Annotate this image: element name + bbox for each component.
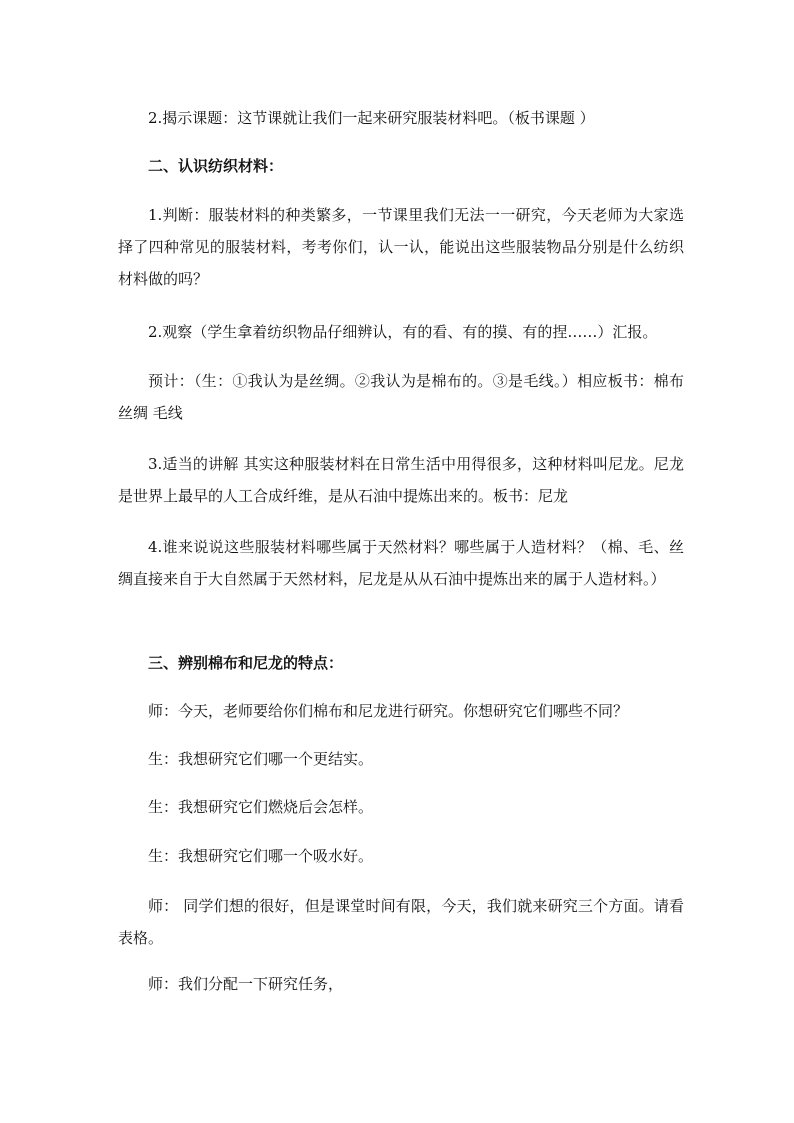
paragraph-teacher-assign: 师：我们分配一下研究任务， [148, 975, 344, 993]
paragraph-predict: 预计：（生：①我认为是丝绸。②我认为是棉布的。③是毛线。）相应板书：棉布 丝绸 毛线 [118, 372, 684, 422]
paragraph-judge: 1.判断：服装材料的种类繁多，一节课里我们无法一一研究，今天老师为大家选择了四种常见的服装材料，考考你们，认一认，能说出这些服装物品分别是什么纺织材料做的吗？ [118, 206, 684, 288]
paragraph-reveal-topic: 2.揭示课题：这节课就让我们一起来研究服装材料吧。（板书课题 ） [148, 109, 595, 127]
paragraph-observe: 2.观察（学生拿着纺织物品仔细辨认，有的看、有的摸、有的捏……）汇报。 [148, 323, 658, 341]
paragraph-student-sturdy: 生：我想研究它们哪一个更结实。 [148, 750, 374, 768]
paragraph-teacher-question: 师：今天，老师要给你们棉布和尼龙进行研究。你想研究它们哪些不同？ [148, 702, 629, 720]
paragraph-student-burn: 生：我想研究它们燃烧后会怎样。 [148, 798, 374, 816]
paragraph-student-absorb: 生：我想研究它们哪一个吸水好。 [148, 847, 374, 865]
section-heading-textile: 二、认识纺织材料： [148, 157, 284, 175]
paragraph-natural-vs-synthetic: 4.谁来说说这些服装材料哪些属于天然材料？哪些属于人造材料？（棉、毛、丝绸直接来自于大自然属于天然材料，尼龙是从从石油中提炼出来的属于人造材料。） [118, 538, 684, 588]
paragraph-teacher-table: 师： 同学们想的很好，但是课堂时间有限，今天，我们就来研究三个方面。请看表格。 [118, 897, 684, 947]
section-heading-distinguish: 三、辨别棉布和尼龙的特点： [148, 654, 344, 672]
paragraph-explain-nylon: 3.适当的讲解 其实这种服装材料在日常生活中用得很多，这种材料叫尼龙。尼龙是世界上最早的人工合成纤维，是从石油中提炼出来的。板书：尼龙 [118, 455, 684, 505]
